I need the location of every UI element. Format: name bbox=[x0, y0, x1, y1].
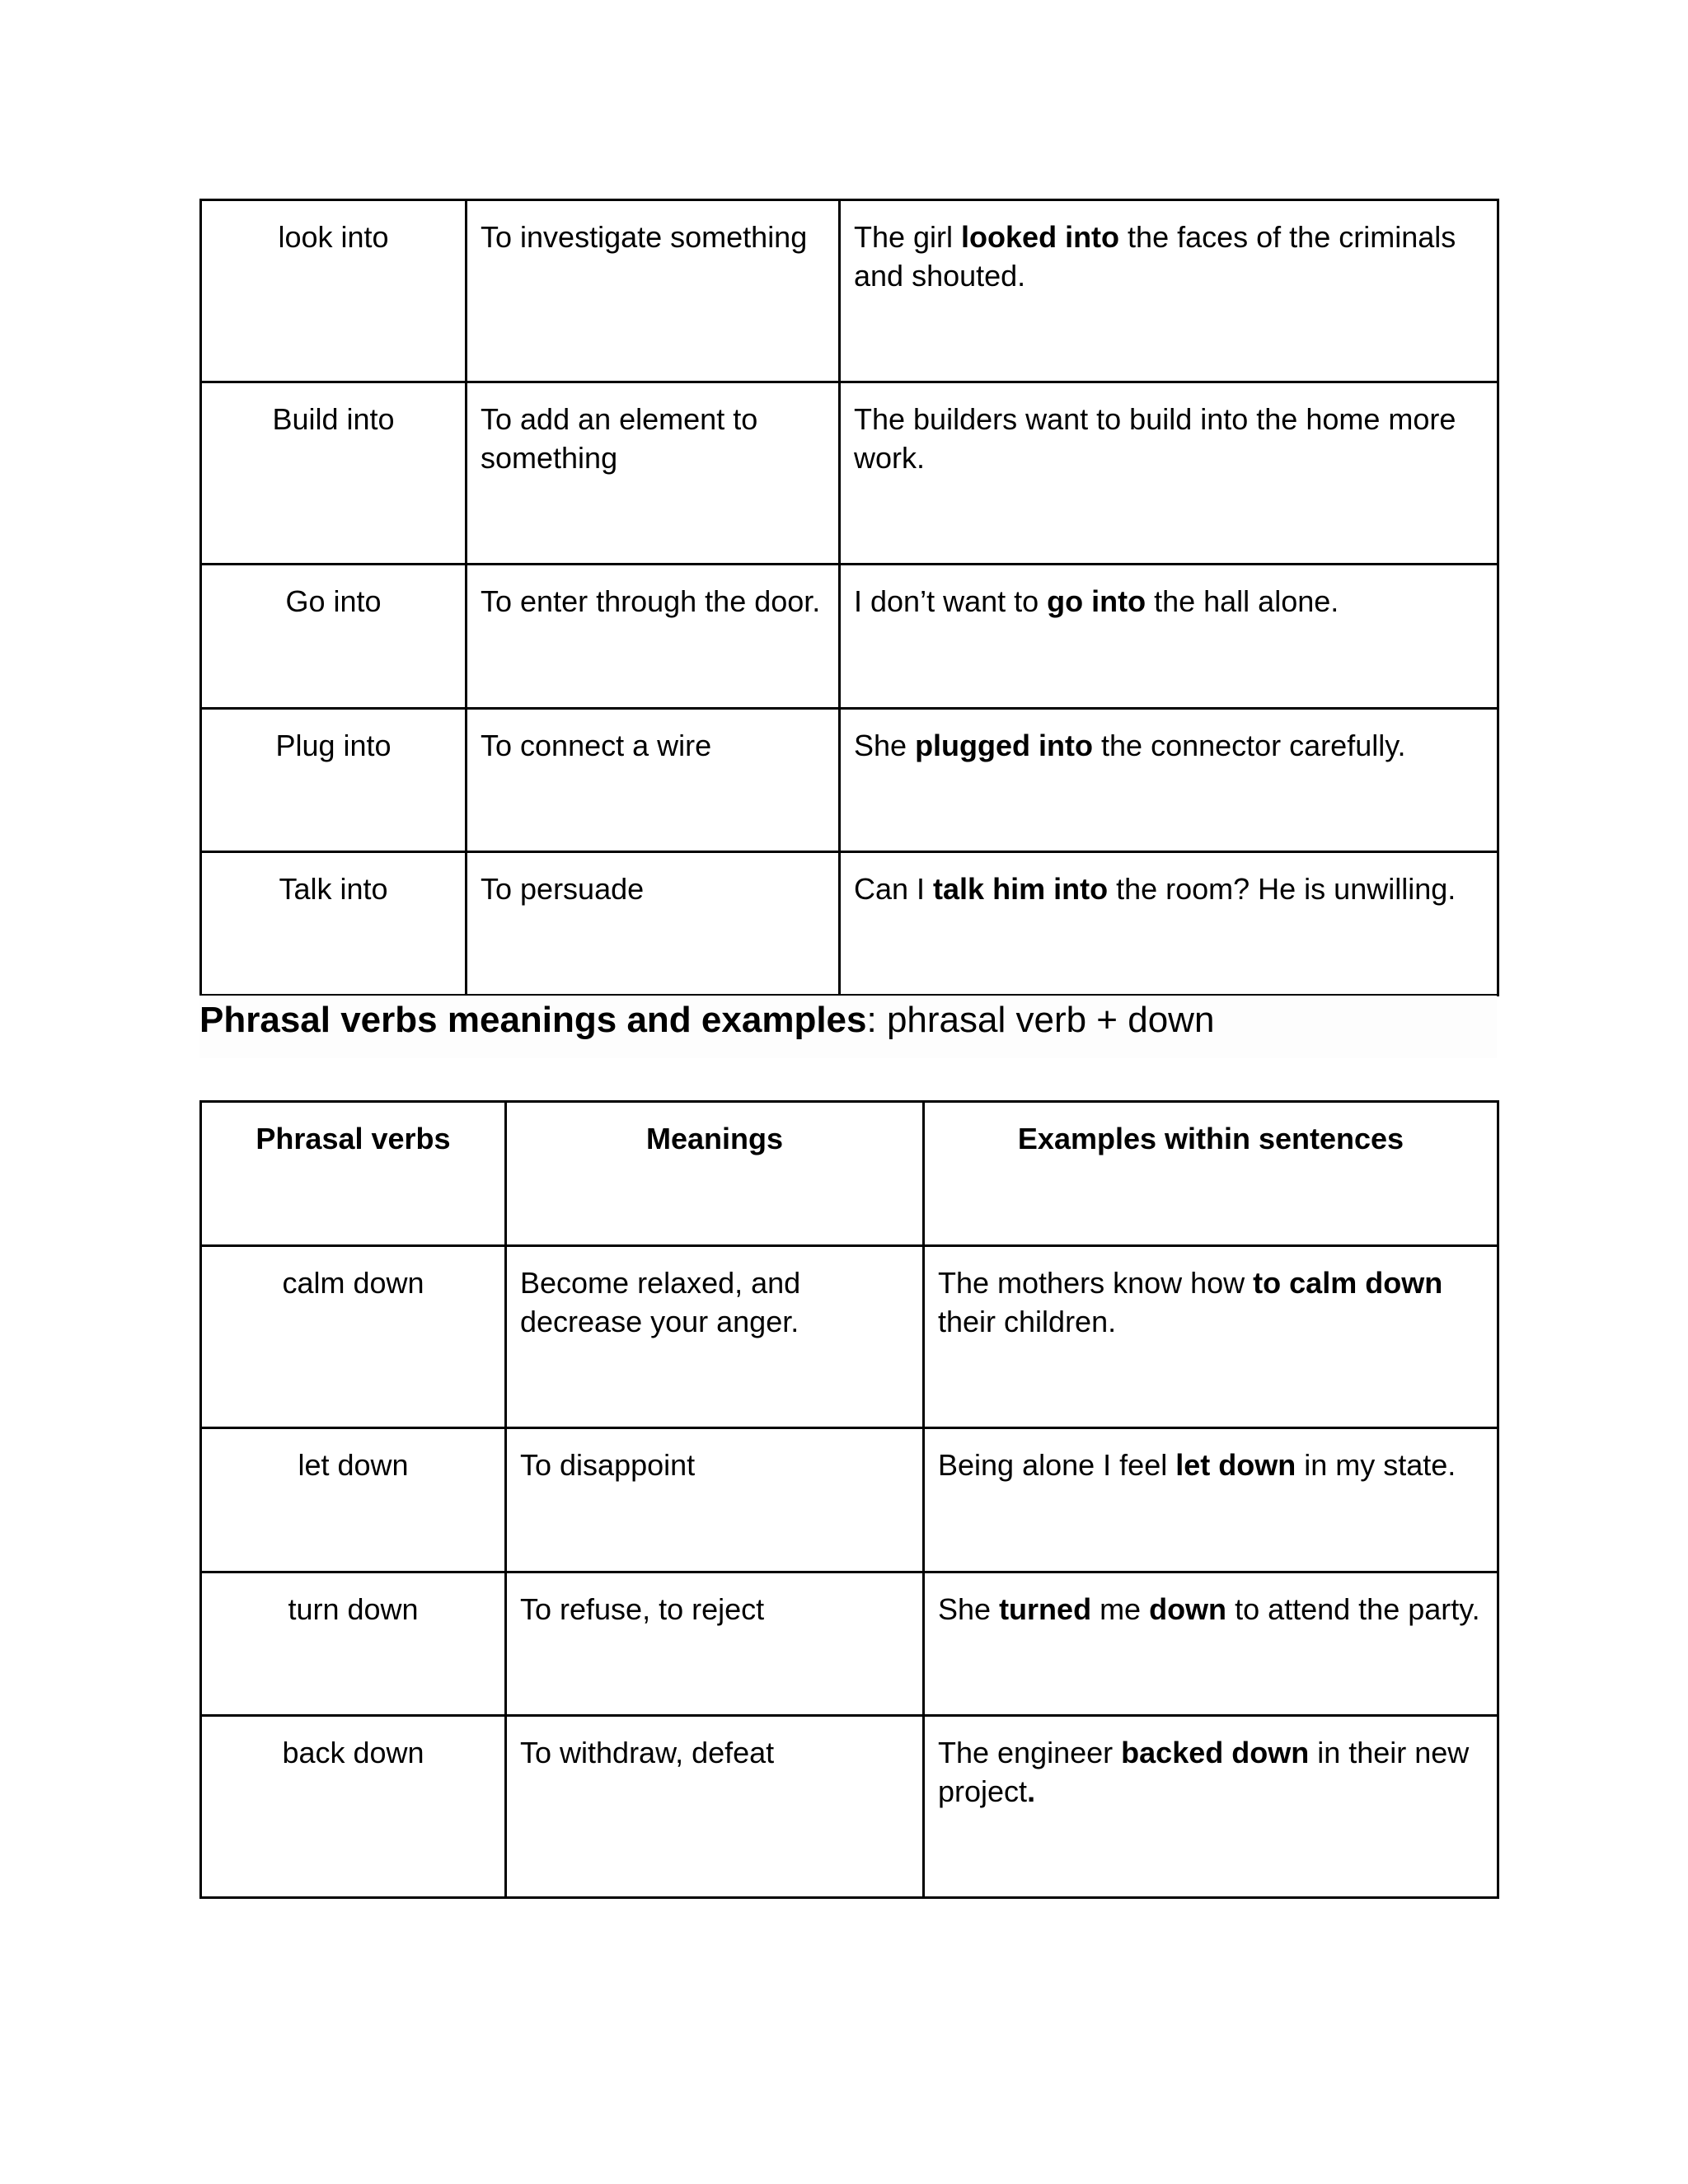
table-row bbox=[201, 200, 1498, 382]
example-text: The mothers know how bbox=[938, 1266, 1254, 1300]
example-text: She bbox=[854, 729, 916, 762]
example-highlight: turned bbox=[999, 1592, 1092, 1626]
example-text: The girl bbox=[854, 220, 962, 254]
example-cell bbox=[924, 1716, 1498, 1898]
phrasal-verb-cell: look into bbox=[201, 200, 467, 382]
example-text: Being alone I feel bbox=[938, 1448, 1176, 1482]
example-text: in their new project bbox=[938, 1736, 1470, 1808]
meaning-cell: To enter through the door. bbox=[467, 565, 840, 709]
table-row bbox=[201, 382, 1498, 565]
column-header-examples: Examples within sentences bbox=[924, 1102, 1498, 1246]
example-text: the faces of the criminals and shouted. bbox=[854, 220, 1456, 293]
phrasal-verb-cell: Build into bbox=[201, 382, 467, 565]
example-cell bbox=[840, 200, 1498, 382]
meaning-cell: To persuade bbox=[467, 852, 840, 996]
section-heading-bold: Phrasal verbs meanings and examples bbox=[199, 1000, 867, 1040]
example-cell bbox=[840, 852, 1498, 996]
table-row bbox=[201, 1572, 1498, 1716]
table-row bbox=[201, 1428, 1498, 1572]
example-text: She bbox=[938, 1592, 1000, 1626]
example-text: the connector carefully. bbox=[1093, 729, 1406, 762]
example-highlight: plugged into bbox=[915, 729, 1094, 762]
example-highlight: backed down bbox=[1121, 1736, 1310, 1769]
table-header-row bbox=[201, 1102, 1498, 1246]
column-header-phrasal-verbs: Phrasal verbs bbox=[201, 1102, 506, 1246]
example-text: The engineer bbox=[938, 1736, 1122, 1769]
phrasal-verb-cell: calm down bbox=[201, 1246, 506, 1428]
table-row bbox=[201, 852, 1498, 996]
meaning-cell: Become relaxed, and decrease your anger. bbox=[506, 1246, 924, 1428]
meaning-cell: To withdraw, defeat bbox=[506, 1716, 924, 1898]
meaning-cell: To add an element to something bbox=[467, 382, 840, 565]
example-cell bbox=[840, 382, 1498, 565]
example-highlight: down bbox=[1149, 1592, 1227, 1626]
example-cell bbox=[840, 709, 1498, 852]
example-highlight: . bbox=[1027, 1774, 1036, 1808]
phrasal-verb-cell: turn down bbox=[201, 1572, 506, 1716]
example-text: the room? He is unwilling. bbox=[1108, 872, 1456, 906]
example-cell bbox=[924, 1572, 1498, 1716]
phrasal-verb-cell: back down bbox=[201, 1716, 506, 1898]
phrasal-verb-cell: Go into bbox=[201, 565, 467, 709]
example-highlight: looked into bbox=[961, 220, 1120, 254]
column-header-meanings: Meanings bbox=[506, 1102, 924, 1246]
example-cell bbox=[924, 1246, 1498, 1428]
phrasal-verb-cell: let down bbox=[201, 1428, 506, 1572]
phrasal-verbs-into-table bbox=[199, 199, 1499, 996]
example-text: I don’t want to bbox=[854, 584, 1048, 618]
section-heading-rest: : phrasal verb + down bbox=[866, 1000, 1215, 1040]
phrasal-verb-cell: Plug into bbox=[201, 709, 467, 852]
example-text: to attend the party. bbox=[1226, 1592, 1480, 1626]
example-text: in my state. bbox=[1296, 1448, 1456, 1482]
meaning-cell: To connect a wire bbox=[467, 709, 840, 852]
example-highlight: let down bbox=[1175, 1448, 1296, 1482]
example-highlight: go into bbox=[1047, 584, 1146, 618]
phrasal-verb-cell: Talk into bbox=[201, 852, 467, 996]
example-cell bbox=[840, 565, 1498, 709]
table-row bbox=[201, 1246, 1498, 1428]
meaning-cell: To disappoint bbox=[506, 1428, 924, 1572]
meaning-cell: To refuse, to reject bbox=[506, 1572, 924, 1716]
example-text: the hall alone. bbox=[1146, 584, 1339, 618]
meaning-cell: To investigate something bbox=[467, 200, 840, 382]
example-text: The builders want to build into the home more work. bbox=[854, 402, 1456, 475]
table-row bbox=[201, 565, 1498, 709]
example-highlight: talk him into bbox=[933, 872, 1109, 906]
example-text: Can I bbox=[854, 872, 934, 906]
example-text: their children. bbox=[938, 1305, 1117, 1338]
section-heading bbox=[199, 996, 1497, 1058]
example-highlight: to calm down bbox=[1253, 1266, 1443, 1300]
phrasal-verbs-down-table bbox=[199, 1100, 1499, 1899]
example-text: me bbox=[1091, 1592, 1150, 1626]
example-cell bbox=[924, 1428, 1498, 1572]
table-row bbox=[201, 709, 1498, 852]
table-row bbox=[201, 1716, 1498, 1898]
